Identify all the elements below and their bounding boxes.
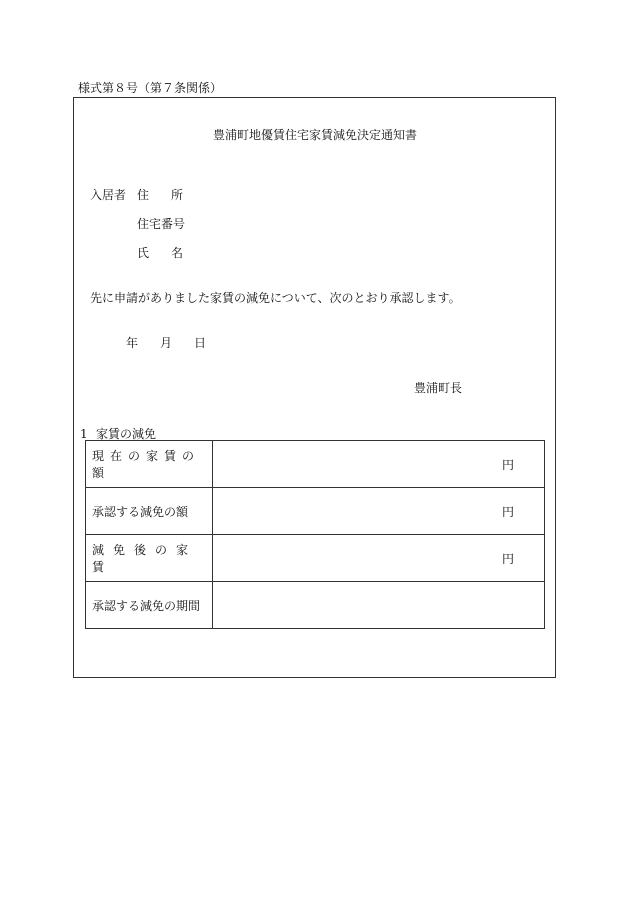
date-day: 日 (194, 336, 207, 350)
address-label (137, 189, 183, 201)
date-year: 年 (126, 336, 139, 350)
table-row (86, 582, 545, 629)
row-value-rent-after-reduction: 円 (213, 535, 545, 582)
table-row (86, 441, 545, 488)
section-number: 1 (80, 427, 88, 441)
name-label (137, 247, 183, 259)
address-label-part1: 住 (137, 188, 150, 202)
date-month: 月 (160, 336, 173, 350)
table-row (86, 488, 545, 535)
address-label-part2: 所 (171, 188, 184, 202)
row-label-approved-reduction: 承認する減免の額 (86, 488, 213, 535)
row-value-approved-reduction: 円 (213, 488, 545, 535)
rent-reduction-table (85, 440, 545, 629)
document-title: 豊浦町地優賃住宅家賃減免決定通知書 (212, 128, 417, 142)
form-number: 様式第８号（第７条関係） (78, 81, 223, 95)
notice-text: 先に申請がありました家賃の減免について、次のとおり承認します。 (90, 291, 461, 305)
row-value-current-rent: 円 (213, 441, 545, 488)
name-label-part2: 名 (171, 246, 184, 260)
row-label-reduction-period: 承認する減免の期間 (86, 582, 213, 629)
row-value-reduction-period (213, 582, 545, 629)
issuer-name: 豊浦町長 (414, 381, 463, 395)
resident-label: 入居者 (90, 188, 127, 202)
date-line (126, 337, 206, 349)
section-title: 家賃の減免 (96, 427, 157, 441)
name-label-part1: 氏 (137, 246, 150, 260)
row-label-current-rent: 現在の家賃の額 (86, 441, 213, 488)
unit-number-label: 住宅番号 (137, 217, 186, 231)
row-label-rent-after-reduction: 減免後の家賃 (86, 535, 213, 582)
table-row (86, 535, 545, 582)
section-heading (80, 428, 156, 440)
